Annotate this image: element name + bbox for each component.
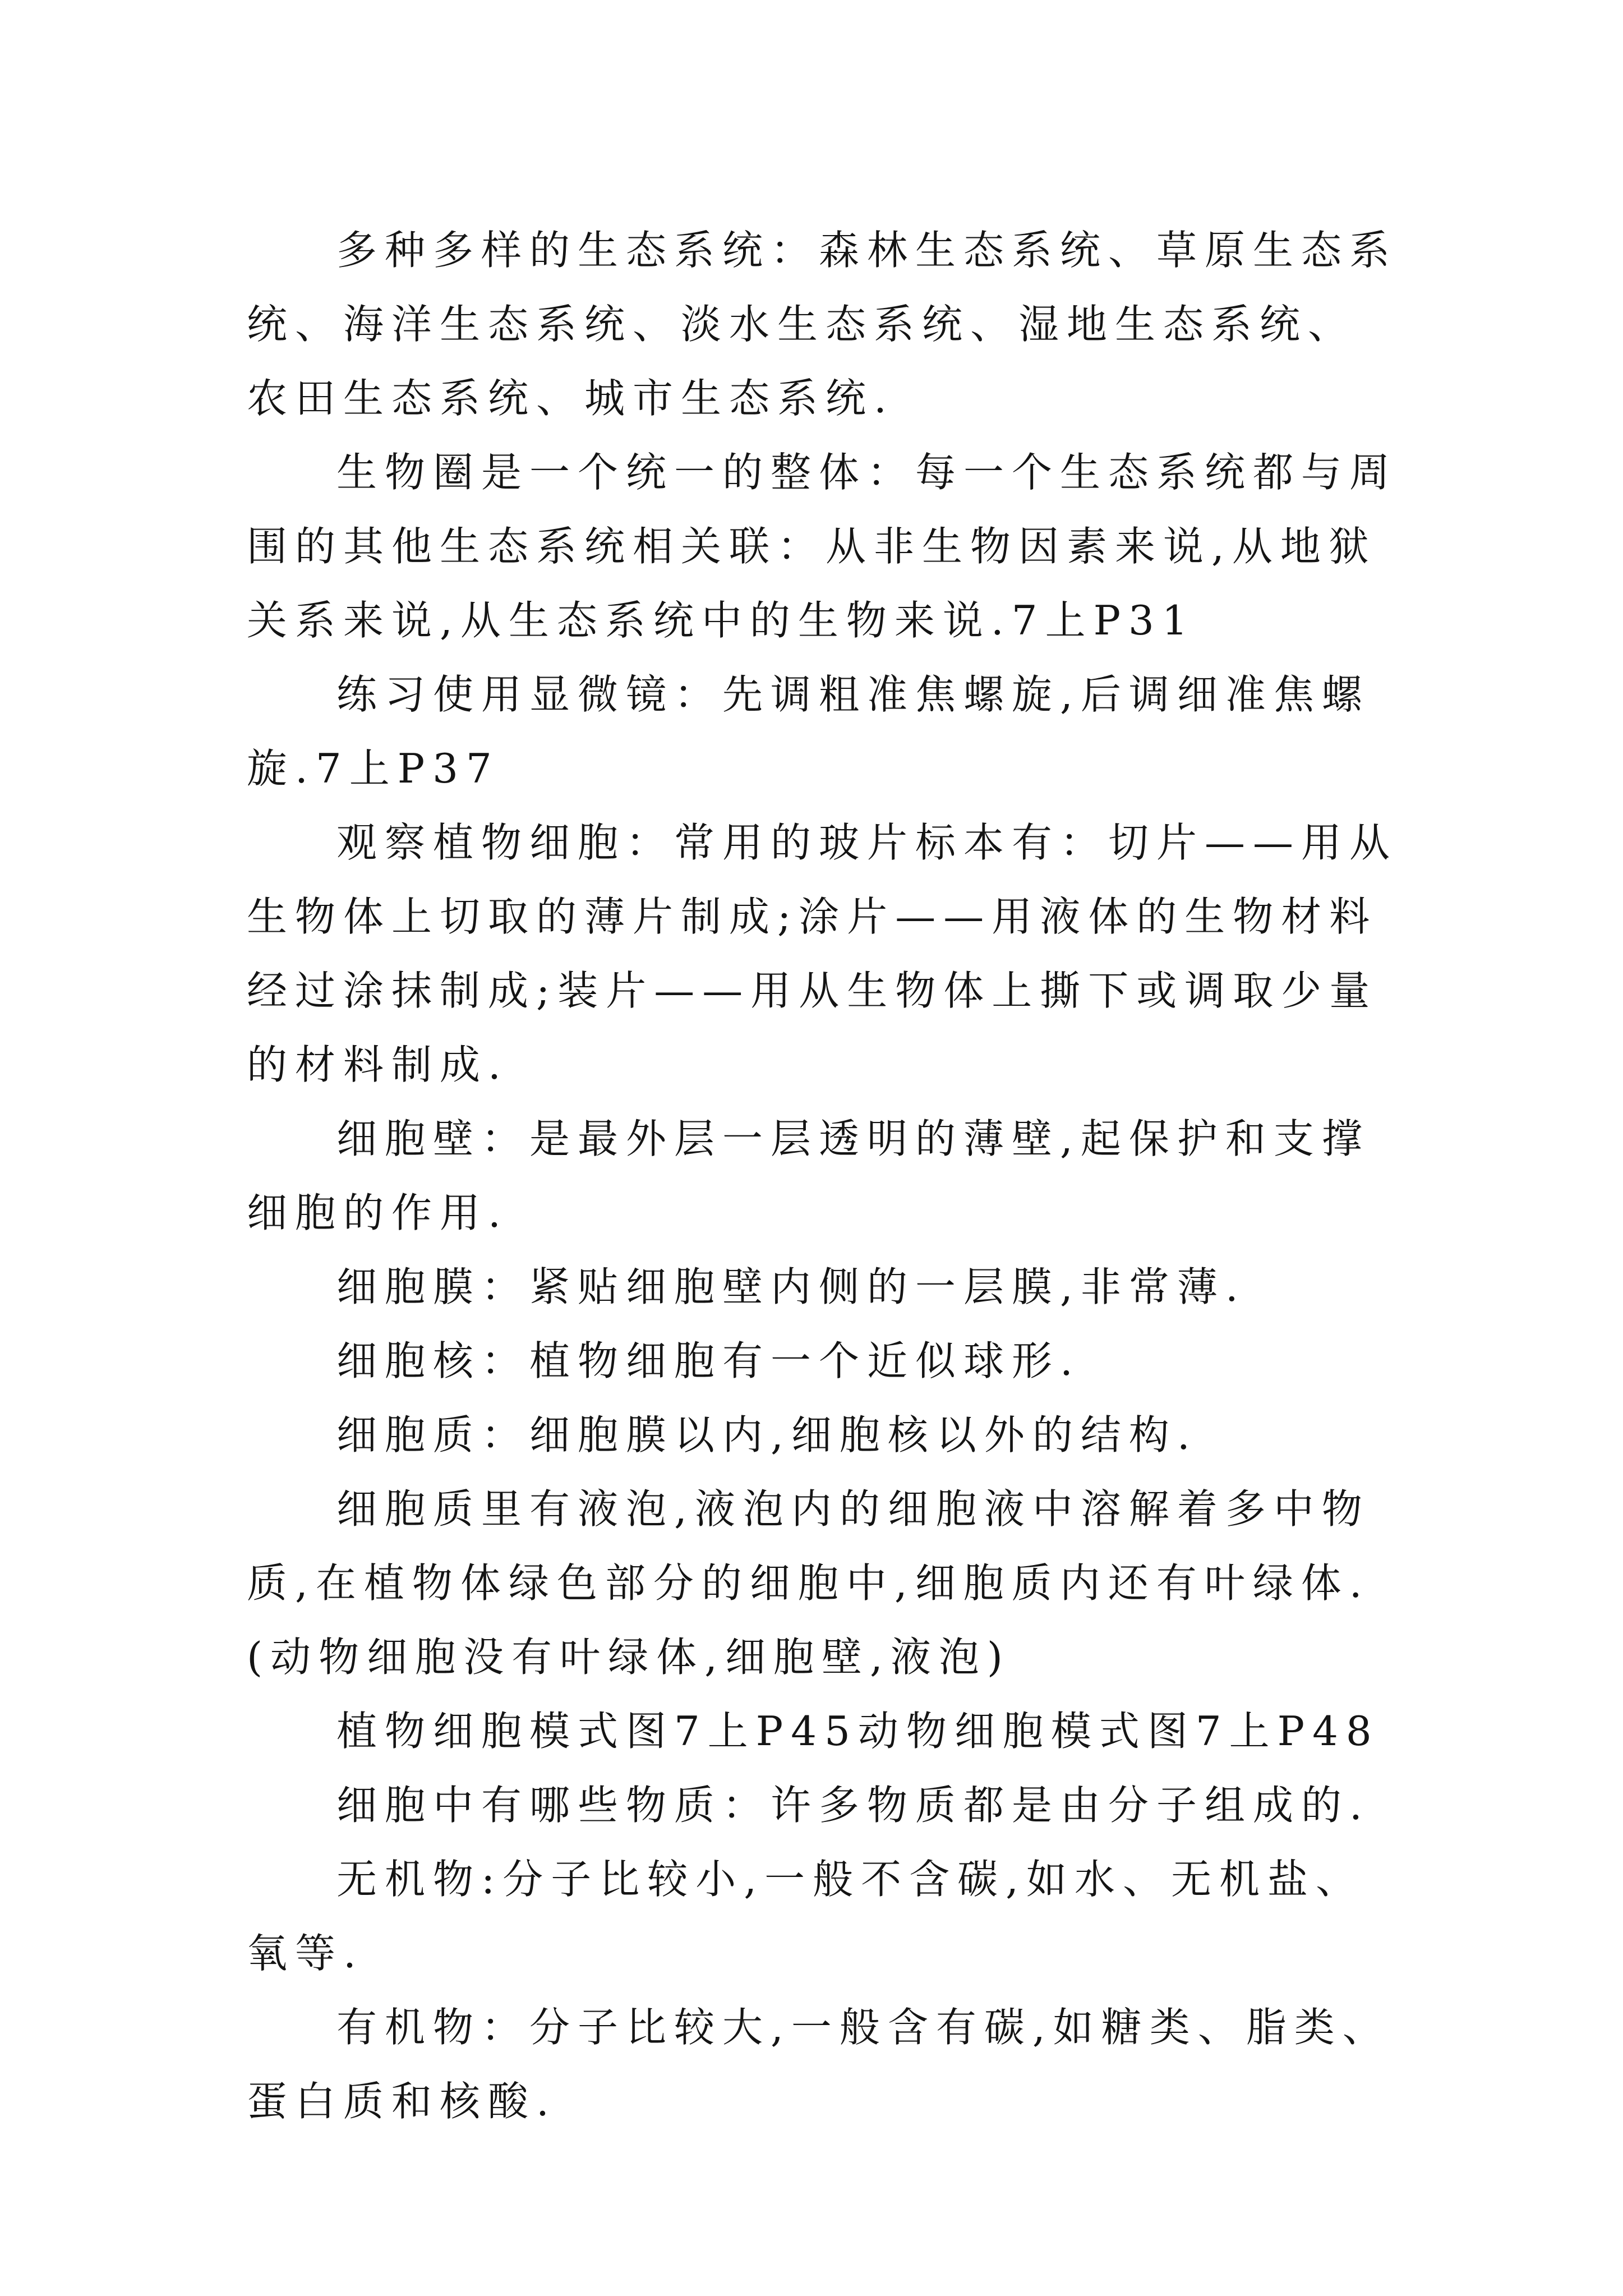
paragraph-inorganic: 无机物:分子比较小,一般不含碳,如水、无机盐、氧等. bbox=[247, 1856, 1364, 1977]
paragraph-organic: 有机物：分子比较大,一般含有碳,如糖类、脂类、蛋白质和核酸. bbox=[247, 2004, 1391, 2125]
paragraph-cell-wall: 细胞壁：是最外层一层透明的薄壁,起保护和支撑细胞的作用. bbox=[247, 1115, 1370, 1236]
paragraph-nucleus: 细胞核：植物细胞有一个近似球形. bbox=[336, 1337, 1081, 1384]
paragraph-microscope: 练习使用显微镜：先调粗准焦螺旋,后调细准焦螺旋.7上P37 bbox=[247, 671, 1370, 792]
paragraph-cell-substances: 细胞中有哪些物质：许多物质都是由分子组成的. bbox=[336, 1782, 1370, 1829]
paragraph-cell-membrane: 细胞膜：紧贴细胞壁内侧的一层膜,非常薄. bbox=[336, 1263, 1246, 1310]
document-page bbox=[247, 213, 1402, 2138]
paragraph-plant-cell-observation: 观察植物细胞：常用的玻片标本有：切片——用从生物体上切取的薄片制成;涂片——用液体的生物材料经过涂抹制成;装片——用从生物体上撕下或调取少量的材料制成. bbox=[247, 819, 1398, 1088]
paragraph-vacuole-chloroplast: 细胞质里有液泡,液泡内的细胞液中溶解着多中物质,在植物体绿色部分的细胞中,细胞质内还有叶绿体.(动物细胞没有叶绿体,细胞壁,液泡) bbox=[247, 1485, 1370, 1681]
paragraph-biosphere: 生物圈是一个统一的整体：每一个生态系统都与周围的其他生态系统相关联：从非生物因素来说,从地狱关系来说,从生态系统中的生物来说.7上P31 bbox=[247, 449, 1398, 644]
paragraph-cell-diagrams: 植物细胞模式图7上P45动物细胞模式图7上P48 bbox=[336, 1708, 1380, 1755]
paragraph-cytoplasm: 细胞质：细胞膜以内,细胞核以外的结构. bbox=[336, 1411, 1198, 1458]
paragraph-ecosystem-types: 多种多样的生态系统：森林生态系统、草原生态系统、海洋生态系统、淡水生态系统、湿地生态系统、农田生态系统、城市生态系统. bbox=[247, 227, 1398, 422]
